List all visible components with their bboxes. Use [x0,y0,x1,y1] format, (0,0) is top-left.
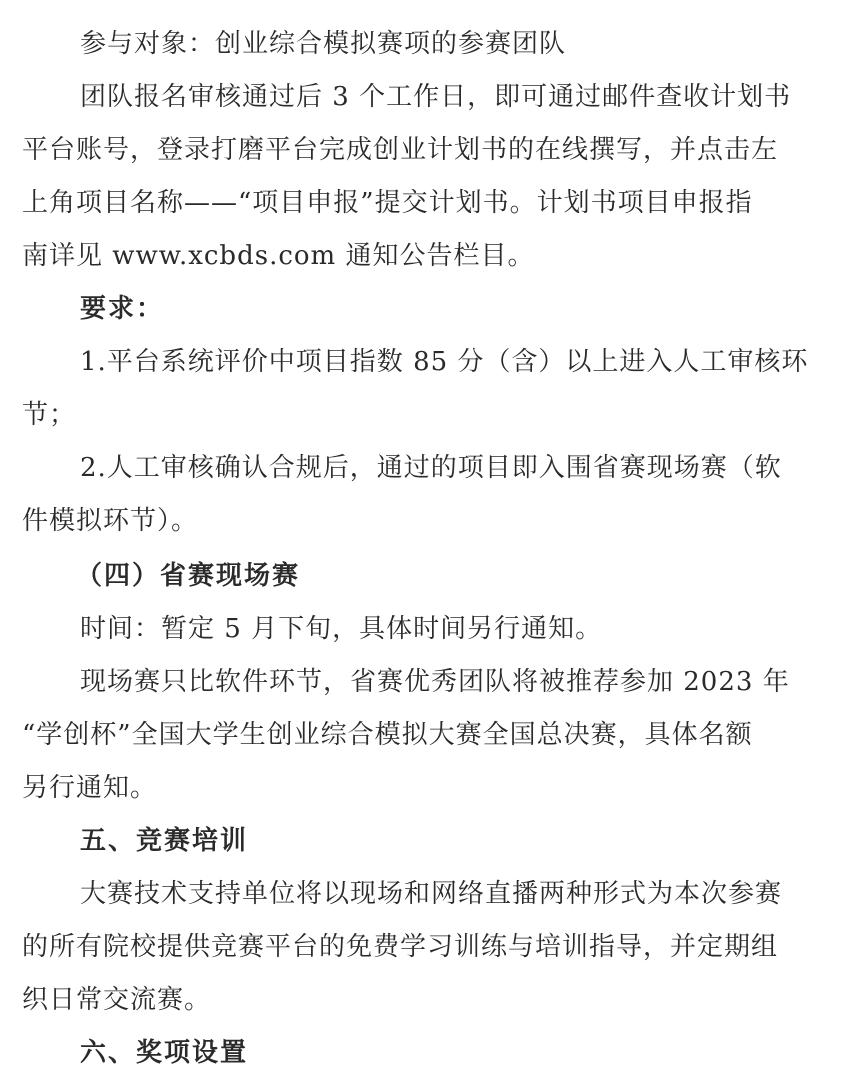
requirements-heading: 要求： [80,294,165,324]
section-heading-training: 五、竞赛培训 [80,826,249,856]
paragraph-line: 上角项目名称——“项目申报”提交计划书。计划书项目申报指 [22,188,753,218]
paragraph-line: 时间：暂定 5 月下旬，具体时间另行通知。 [80,614,603,644]
paragraph-line: 另行通知。 [22,773,158,803]
paragraph-line: 团队报名审核通过后 3 个工作日，即可通过邮件查收计划书 [80,82,792,112]
paragraph-line: 南详见 www.xcbds.com 通知公告栏目。 [22,241,535,271]
requirement-item: 1.平台系统评价中项目指数 85 分（含）以上进入人工审核环 [80,347,809,377]
requirement-item: 2.人工审核确认合规后，通过的项目即入围省赛现场赛（软 [80,453,782,483]
paragraph-line: 平台账号，登录打磨平台完成创业计划书的在线撰写，并点击左 [22,135,779,165]
requirement-item-continuation: 节； [22,400,77,430]
section-heading-provincial-final: （四）省赛现场赛 [76,561,301,591]
paragraph-line: “学创杯”全国大学生创业综合模拟大赛全国总决赛，具体名额 [22,720,753,750]
paragraph-line: 现场赛只比软件环节，省赛优秀团队将被推荐参加 2023 年 [80,667,790,697]
participants-line: 参与对象：创业综合模拟赛项的参赛团队 [80,29,567,59]
requirement-item-continuation: 件模拟环节）。 [22,506,199,536]
section-heading-awards: 六、奖项设置 [80,1038,249,1068]
paragraph-line: 大赛技术支持单位将以现场和网络直播两种形式为本次参赛 [80,879,783,909]
paragraph-line: 的所有院校提供竞赛平台的免费学习训练与培训指导，并定期组 [22,932,779,962]
paragraph-line: 织日常交流赛。 [22,985,212,1015]
